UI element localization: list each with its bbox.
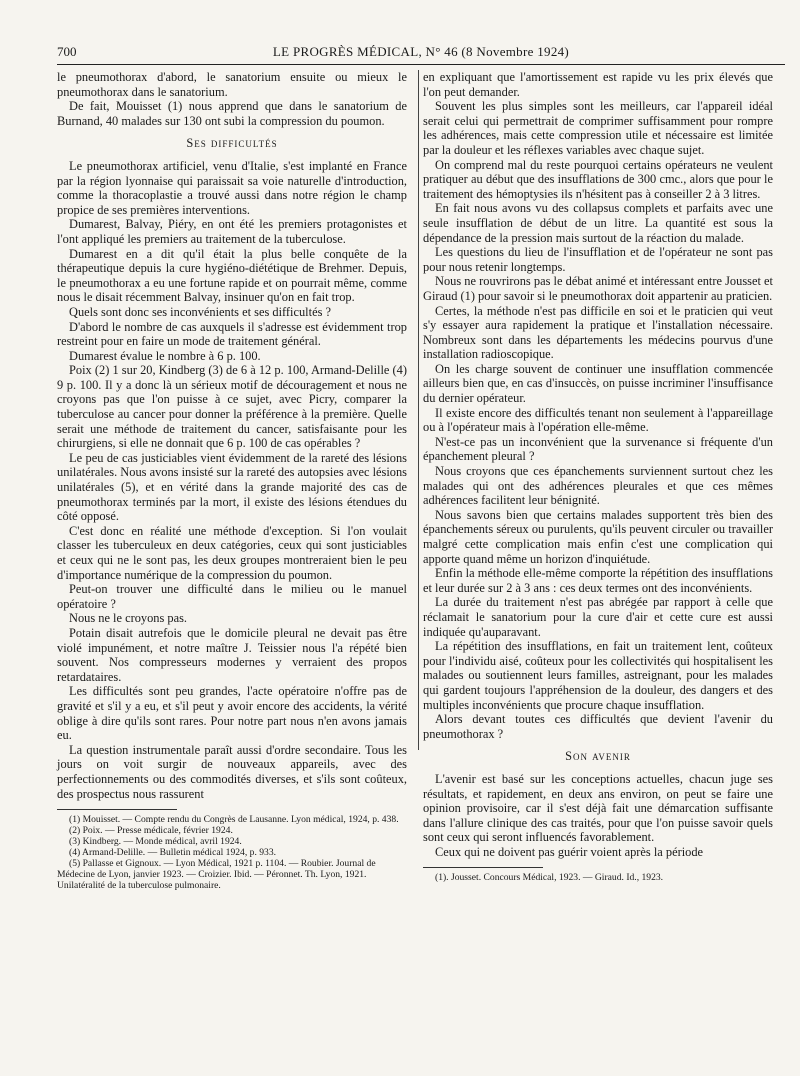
paragraph: en expliquant que l'amortissement est rapide vu les prix élevés que l'on peut demander. bbox=[423, 70, 773, 99]
section-title: Ses difficultés bbox=[186, 136, 278, 151]
paragraph: Les questions du lieu de l'insufflation et de l'opérateur ne sont pas pour nous retenir longtemps. bbox=[423, 245, 773, 274]
paragraph: La répétition des insufflations, en fait un traitement lent, coûteux pour l'individu aisé, coûteux pour les collectivités qui hospitalisent les malades ou soutiennent leurs familles, astreignant, pour les malades qui gardent toujours l'appréhension de la douleur, des dangers et des multiples inconvénients que procure chaque insufflation. bbox=[423, 639, 773, 712]
paragraph: Le peu de cas justiciables vient évidemment de la rareté des lésions unilatérales. Nous avons insisté sur la rareté des autopsies avec lésions unilatérales (5), et en vérité dans la grande majorité des cas de pneumothorax terminés par la mort, il existe des lésions étendues du côté opposé. bbox=[57, 450, 407, 524]
paragraph: On les charge souvent de continuer une insufflation commencée ailleurs bien que, en cas d'insuccès, on puisse incriminer l'insuffisance du dernier opérateur. bbox=[423, 361, 773, 406]
paragraph: D'abord le nombre de cas auxquels il s'adresse est évidemment trop restreint pour en faire un mode de traitement général. bbox=[57, 319, 407, 349]
right-column bbox=[418, 70, 773, 884]
paragraph: On comprend mal du reste pourquoi certains opérateurs ne veulent pratiquer au début que des insufflations de 300 cmc., alors que pour le traitement des hémoptysies ils n'hésitent pas à conseiller 2 à 3 litres. bbox=[423, 157, 773, 201]
paragraph: Dumarest en a dit qu'il était la plus belle conquête de la thérapeutique depuis la cure hygiéno-diététique de Brehmer. Depuis, le pneumothorax a eu une fortune rapide et on pourrait même, comme nous le disait récemment Balvay, insinuer qu'on en fait trop. bbox=[57, 246, 407, 305]
paragraph: Poix (2) 1 sur 20, Kindberg (3) de 6 à 12 p. 100, Armand-Delille (4) 9 p. 100. Il y a donc là un sérieux motif de découragement et nous ne croyons pas que l'on puisse à ce sujet, avec Picry, comparer la tuberculose au cancer pour donner la préférence à la première. Quelle serait une méthode de traitement du cancer, satisfaisante pour les chirurgiens, si elle ne donnait que 6 p. 100 de cas opérables ? bbox=[57, 363, 407, 451]
section-title: Son avenir bbox=[565, 749, 631, 764]
paragraph: Le pneumothorax artificiel, venu d'Italie, s'est implanté en France par la région lyonnaise qui paraissait sa voie naturelle d'introduction, comme la thoracoplastie a trouvé aussi dans notre région le champ propice de ses premières interventions. bbox=[57, 158, 407, 217]
paragraph: Les difficultés sont peu grandes, l'acte opératoire n'offre pas de gravité et s'il y a eu, et s'il peut y avoir encore des accidents, la vérité oblige à dire qu'ils sont rares. Pour notre part nous n'en avons jamais eu. bbox=[57, 684, 407, 743]
paragraph: Peut-on trouver une difficulté dans le milieu ou le manuel opératoire ? bbox=[57, 582, 407, 611]
paragraph: En fait nous avons vu des collapsus complets et parfaits avec une seule insufflation de début de un litre. La quantité est sous la dépendance de la pression mais surtout de la réaction du malade. bbox=[423, 201, 773, 245]
page-number: 700 bbox=[57, 44, 77, 59]
paragraph: Alors devant toutes ces difficultés que devient l'avenir du pneumothorax ? bbox=[423, 712, 773, 741]
footnote: (4) Armand-Delille. — Bulletin médical 1924, p. 933. bbox=[69, 847, 277, 859]
paragraph: Quels sont donc ses inconvénients et ses difficultés ? bbox=[69, 304, 331, 319]
footnote: (2) Poix. — Presse médicale, février 1924. bbox=[69, 825, 233, 837]
paragraph: La question instrumentale paraît aussi d'ordre secondaire. Tous les jours on voit surgir de nouveaux appareils, avec des perfectionnements ou des commodités diverses, et s'ils sont coûteux, des prospectus nous rassurent bbox=[57, 742, 407, 801]
paragraph: Potain disait autrefois que le domicile pleural ne devait pas être violé impunément, et notre maître J. Teissier nous l'a répété bien souvent. Nos compresseurs modernes y verraient des propos retardataires. bbox=[57, 625, 407, 684]
paragraph: Nous croyons que ces épanchements surviennent surtout chez les malades qui ont des adhérences pleurales et que ces mêmes adhérences facilitent leur bénignité. bbox=[423, 464, 773, 508]
paragraph: le pneumothorax d'abord, le sanatorium ensuite ou mieux le pneumothorax dans le sanatorium. bbox=[57, 70, 407, 99]
paragraph: Nous ne rouvrirons pas le débat animé et intéressant entre Jousset et Giraud (1) pour savoir si le pneumothorax doit appartenir au praticien. bbox=[423, 274, 773, 303]
footnote-rule bbox=[423, 867, 543, 868]
footnote-rule bbox=[57, 809, 177, 810]
paragraph: Ceux qui ne doivent pas guérir voient après la période bbox=[435, 844, 704, 859]
paragraph: Il existe encore des difficultés tenant non seulement à l'appareillage ou à l'opérateur mais à l'opération elle-même. bbox=[423, 405, 773, 435]
paragraph: Enfin la méthode elle-même comporte la répétition des insufflations et leur durée sur 2 à 3 ans : ces deux termes ont des inconvénients. bbox=[423, 566, 773, 595]
paragraph: Nous ne le croyons pas. bbox=[69, 611, 188, 626]
paragraph: Souvent les plus simples sont les meilleurs, car l'appareil idéal serait celui qui permettrait de comprimer suffisamment pour rompre les adhérences, mais cette compression utile et nécessaire est limitée par la douleur et les réflexes variables avec chaque sujet. bbox=[423, 99, 773, 157]
paragraph: N'est-ce pas un inconvénient que la survenance si fréquente d'un épanchement pleural ? bbox=[423, 434, 773, 464]
paragraph: L'avenir est basé sur les conceptions actuelles, chacun juge ses résultats, et rapidement, en deux ans environ, on peut se faire une opinion provisoire, car il s'est déjà fait une démarcation suffisante dans l'allure clinique des cas traités, pour que l'on puisse savoir quels sont ceux qui seront influencés favorablement. bbox=[423, 771, 773, 845]
paragraph: Dumarest, Balvay, Piéry, en ont été les premiers protagonistes et l'ont appliqué les premiers au traitement de la tuberculose. bbox=[57, 217, 407, 246]
footnote: (3) Kindberg. — Monde médical, avril 1924. bbox=[69, 836, 242, 848]
paragraph: Dumarest évalue le nombre à 6 p. 100. bbox=[69, 348, 261, 363]
paragraph: De fait, Mouisset (1) nous apprend que dans le sanatorium de Burnand, 40 malades sur 130 ont subi la compression du poumon. bbox=[57, 99, 407, 128]
footnote: (1). Jousset. Concours Médical, 1923. — Giraud. Id., 1923. bbox=[435, 872, 664, 884]
left-column bbox=[57, 70, 407, 891]
footnote: (5) Pallasse et Gignoux. — Lyon Médical, 1921 p. 1104. — Roubier. Journal de Médecine de Lyon, janvier 1923. — Croizier. Ibid. — Péronnet. Th. Lyon, 1921. Unilatéralité de la tuberculose pulmonaire. bbox=[57, 858, 376, 892]
paragraph: Nous savons bien que certains malades supportent très bien des épanchements séreux ou purulents, qu'ils peuvent circuler ou travailler malgré cette complication mais enfin c'est une complication qui apporte quand même un horizon d'inquiétude. bbox=[423, 507, 773, 566]
paragraph: C'est donc en réalité une méthode d'exception. Si l'on voulait classer les tuberculeux en deux catégories, ceux qui sont justiciables et ceux qui ne le sont pas, les deux groupes montreraient bien le peu d'importance numérique de la compression du poumon. bbox=[57, 523, 407, 582]
page-header bbox=[57, 44, 785, 62]
header-rule bbox=[57, 64, 785, 65]
paragraph: Certes, la méthode n'est pas difficile en soi et le praticien qui veut s'y essayer aura rapidement la pratique et l'installation nécessaire. Nombreux sont dans les départements les médecins pourvus d'une installation radioscopique. bbox=[423, 303, 773, 362]
footnote: (1) Mouisset. — Compte rendu du Congrès de Lausanne. Lyon médical, 1924, p. 438. bbox=[69, 814, 399, 826]
paragraph: La durée du traitement n'est pas abrégée par rapport à celle que réclamait le sanatorium pour la cure d'air et cette cure est aussi indiquée qu'auparavant. bbox=[423, 595, 773, 639]
journal-title: LE PROGRÈS MÉDICAL, N° 46 (8 Novembre 1924) bbox=[272, 44, 570, 59]
